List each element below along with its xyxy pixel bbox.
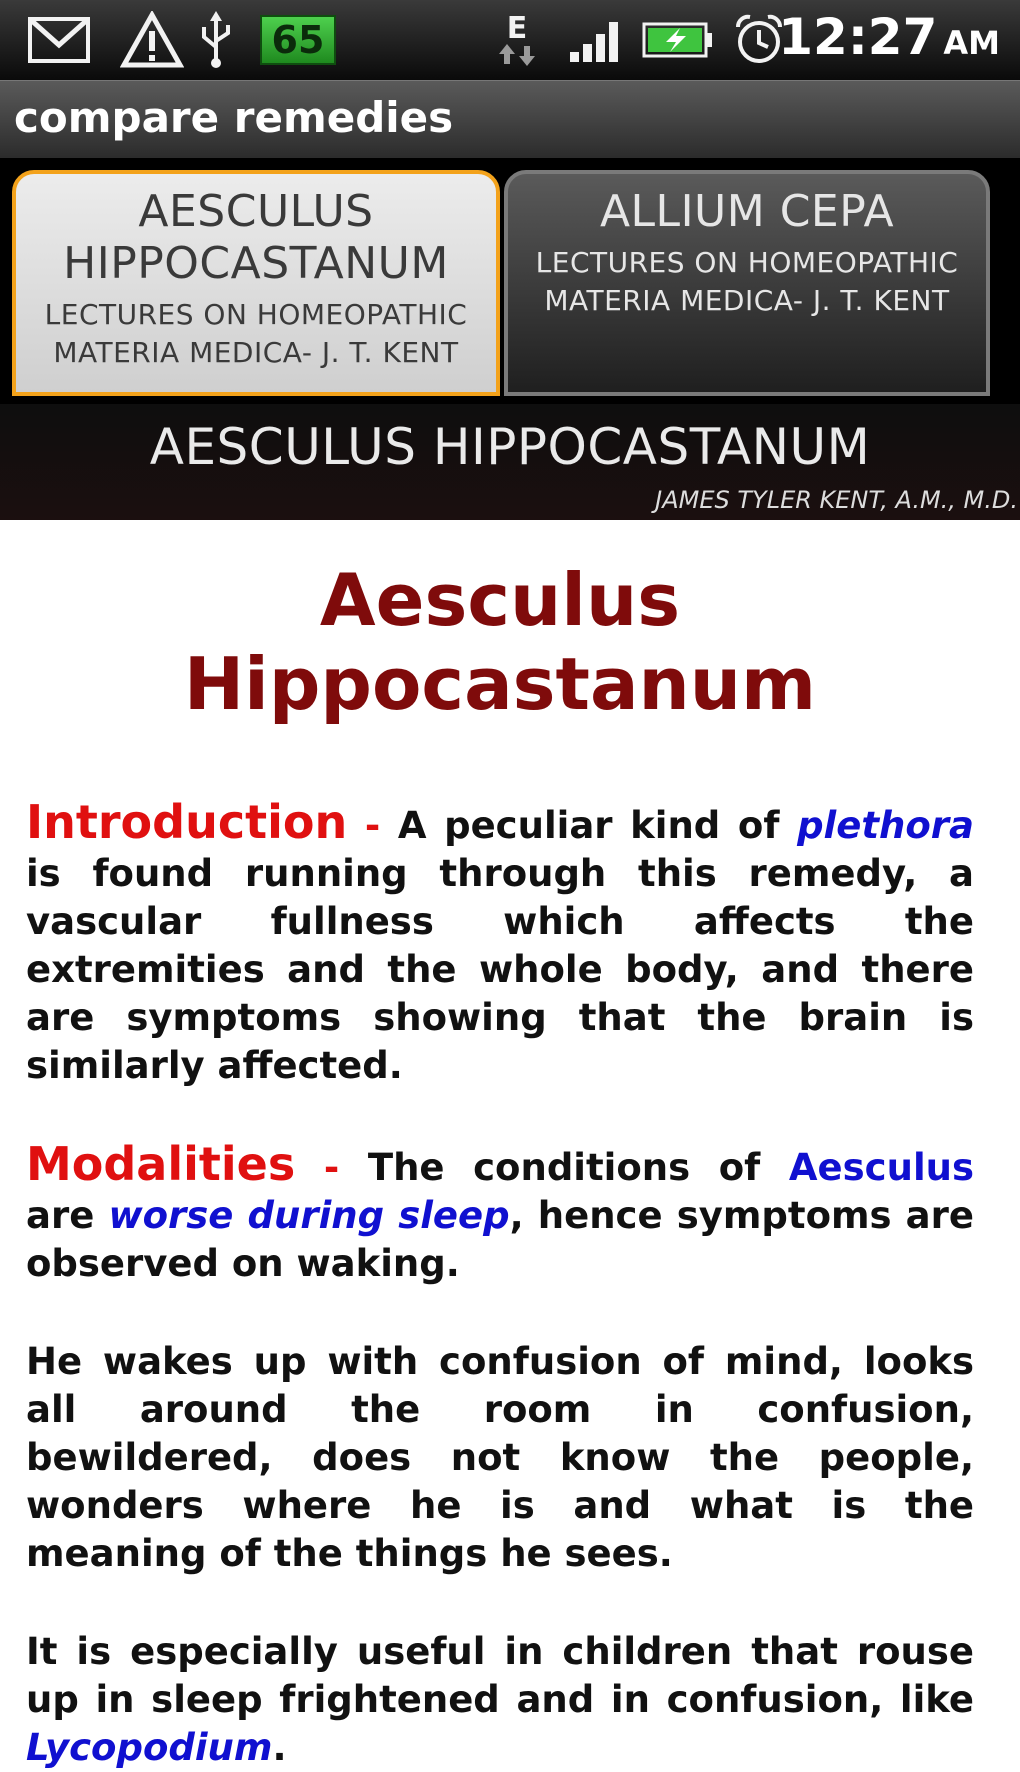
paragraph-text: A peculiar kind of <box>397 804 798 847</box>
battery-percent-badge <box>258 10 338 70</box>
signal-icon <box>566 10 626 70</box>
edge-data-icon <box>490 10 544 70</box>
tab-subtitle-line: MATERIA MEDICA- J. T. KENT <box>53 336 459 369</box>
clock-time: 12:27 <box>778 8 938 66</box>
section-label-introduction: Introduction <box>26 795 348 849</box>
link-aesculus[interactable]: Aesculus <box>788 1146 974 1189</box>
app-title-bar <box>0 80 1020 159</box>
link-worse-during-sleep[interactable]: worse during sleep <box>108 1194 510 1237</box>
paragraph-text: are <box>26 1194 109 1237</box>
tab-subtitle-line: LECTURES ON HOMEOPATHIC <box>44 298 468 331</box>
clock <box>778 8 1000 72</box>
tab-title <box>63 186 449 290</box>
tab-subtitle-line: LECTURES ON HOMEOPATHIC <box>535 246 959 279</box>
paragraph-text: is found running through this remedy, a vascular fullness which affects the extremities and the whole body, and there are symptoms showing that the brain is similarly affected. <box>26 852 974 1087</box>
warning-icon <box>118 10 186 70</box>
tab-title <box>600 186 894 238</box>
tab-subtitle <box>536 244 959 320</box>
link-plethora[interactable]: plethora <box>797 804 974 847</box>
tab-title-line: ALLIUM CEPA <box>599 186 895 237</box>
tab-title-line: AESCULUS <box>138 186 374 237</box>
page-title: Aesculus Hippocastanum <box>183 558 817 726</box>
tab-subtitle <box>45 296 468 372</box>
network-type-label: E <box>506 11 528 46</box>
modalities-paragraph <box>26 1137 974 1288</box>
banner-author: JAMES TYLER KENT, A.M., M.D. <box>655 486 1018 514</box>
app-title: compare remedies <box>14 93 454 142</box>
intro-paragraph <box>26 795 974 1090</box>
remedy-tabs <box>0 158 1020 404</box>
link-lycopodium[interactable]: Lycopodium <box>26 1726 273 1769</box>
usb-icon <box>192 10 240 70</box>
paragraph: He wakes up with confusion of mind, looks all around the room in confusion, bewildered, does not know the people, wonders where he is and what is the meaning of the things he sees. <box>26 1340 974 1575</box>
section-dash: - <box>347 804 398 847</box>
status-bar <box>0 0 1020 80</box>
remedy-banner <box>0 404 1020 520</box>
battery-percent-value: 65 <box>260 15 336 65</box>
paragraph-text: . <box>272 1726 287 1769</box>
section-label-modalities: Modalities <box>26 1137 296 1191</box>
remedy-content <box>26 520 974 1772</box>
tab-subtitle-line: MATERIA MEDICA- J. T. KENT <box>544 284 950 317</box>
clock-ampm: AM <box>943 24 1000 62</box>
paragraph-text: , hence symptoms are observed on waking. <box>26 1194 974 1285</box>
paragraph <box>26 1628 974 1772</box>
battery-icon <box>640 10 716 70</box>
paragraph-text: It is especially useful in children that rouse up in sleep frightened and in confusion, like <box>26 1630 974 1721</box>
tab-allium-cepa[interactable] <box>504 170 990 396</box>
banner-title: AESCULUS HIPPOCASTANUM <box>149 418 871 476</box>
tab-title-line: HIPPOCASTANUM <box>63 238 449 289</box>
gmail-icon <box>26 10 92 70</box>
tab-aesculus-hippocastanum[interactable] <box>12 170 500 396</box>
section-dash: - <box>295 1146 368 1189</box>
paragraph-text: The conditions of <box>367 1146 789 1189</box>
